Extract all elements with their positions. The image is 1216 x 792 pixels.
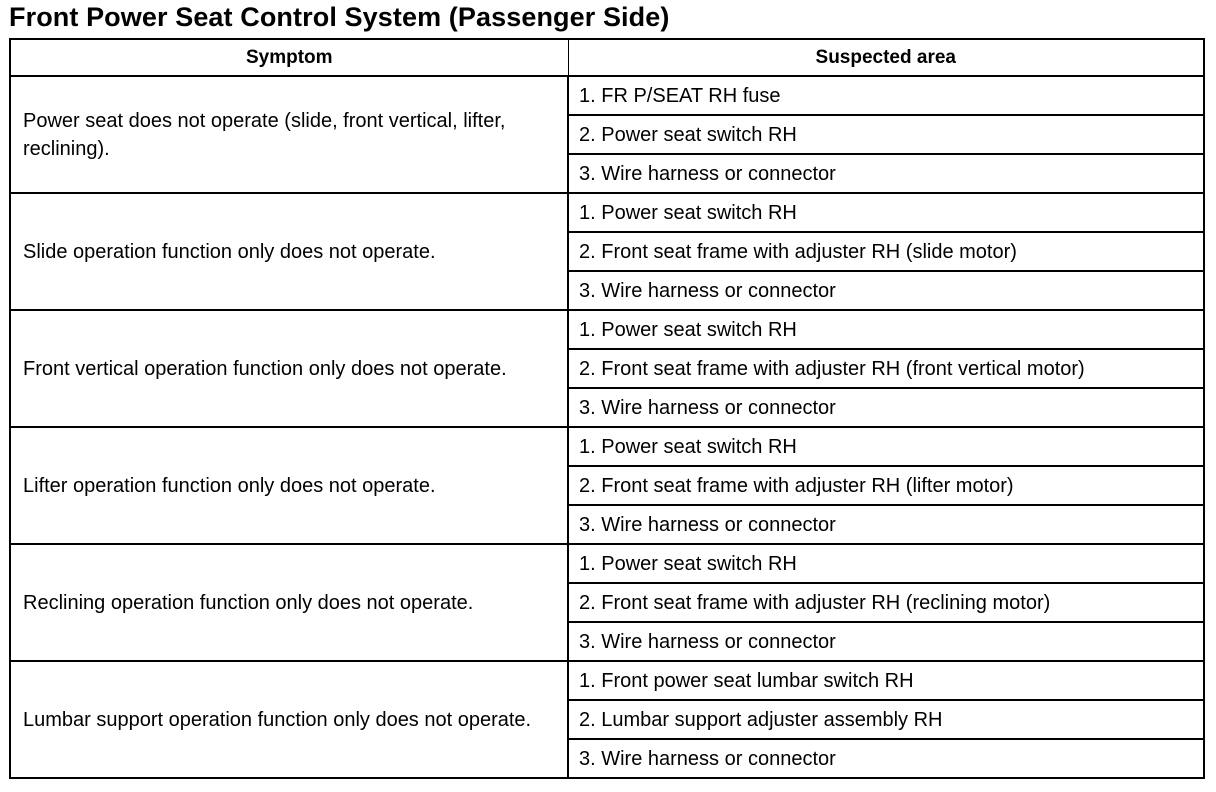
symptom-cell: Lumbar support operation function only does not operate.	[10, 661, 568, 778]
page-title: Front Power Seat Control System (Passenger Side)	[9, 2, 670, 32]
suspected-area-cell: 1. Front power seat lumbar switch RH	[568, 661, 1204, 700]
suspected-area-cell: 1. Power seat switch RH	[568, 310, 1204, 349]
table-row	[10, 310, 1204, 349]
suspected-area-cell: 2. Front seat frame with adjuster RH (reclining motor)	[568, 583, 1204, 622]
suspected-area-cell: 1. Power seat switch RH	[568, 193, 1204, 232]
table-row	[10, 427, 1204, 466]
table-row	[10, 544, 1204, 583]
suspected-area-cell: 1. FR P/SEAT RH fuse	[568, 76, 1204, 115]
symptom-cell: Lifter operation function only does not operate.	[10, 427, 568, 544]
suspected-area-column-header: Suspected area	[568, 39, 1204, 76]
table-header-row	[10, 39, 1204, 76]
suspected-area-cell: 1. Power seat switch RH	[568, 427, 1204, 466]
symptom-cell: Power seat does not operate (slide, front vertical, lifter, reclining).	[10, 76, 568, 193]
symptom-cell: Reclining operation function only does not operate.	[10, 544, 568, 661]
symptom-column-header: Symptom	[10, 39, 568, 76]
symptom-cell: Front vertical operation function only does not operate.	[10, 310, 568, 427]
suspected-area-cell: 3. Wire harness or connector	[568, 505, 1204, 544]
problem-symptoms-table	[9, 38, 1205, 779]
suspected-area-cell: 2. Front seat frame with adjuster RH (slide motor)	[568, 232, 1204, 271]
suspected-area-cell: 2. Power seat switch RH	[568, 115, 1204, 154]
suspected-area-cell: 2. Front seat frame with adjuster RH (lifter motor)	[568, 466, 1204, 505]
suspected-area-cell: 2. Lumbar support adjuster assembly RH	[568, 700, 1204, 739]
table-row	[10, 76, 1204, 115]
suspected-area-cell: 3. Wire harness or connector	[568, 739, 1204, 778]
symptom-cell: Slide operation function only does not operate.	[10, 193, 568, 310]
table-row	[10, 661, 1204, 700]
suspected-area-cell: 3. Wire harness or connector	[568, 271, 1204, 310]
suspected-area-cell: 3. Wire harness or connector	[568, 622, 1204, 661]
suspected-area-cell: 1. Power seat switch RH	[568, 544, 1204, 583]
table-row	[10, 193, 1204, 232]
suspected-area-cell: 2. Front seat frame with adjuster RH (front vertical motor)	[568, 349, 1204, 388]
suspected-area-cell: 3. Wire harness or connector	[568, 388, 1204, 427]
suspected-area-cell: 3. Wire harness or connector	[568, 154, 1204, 193]
